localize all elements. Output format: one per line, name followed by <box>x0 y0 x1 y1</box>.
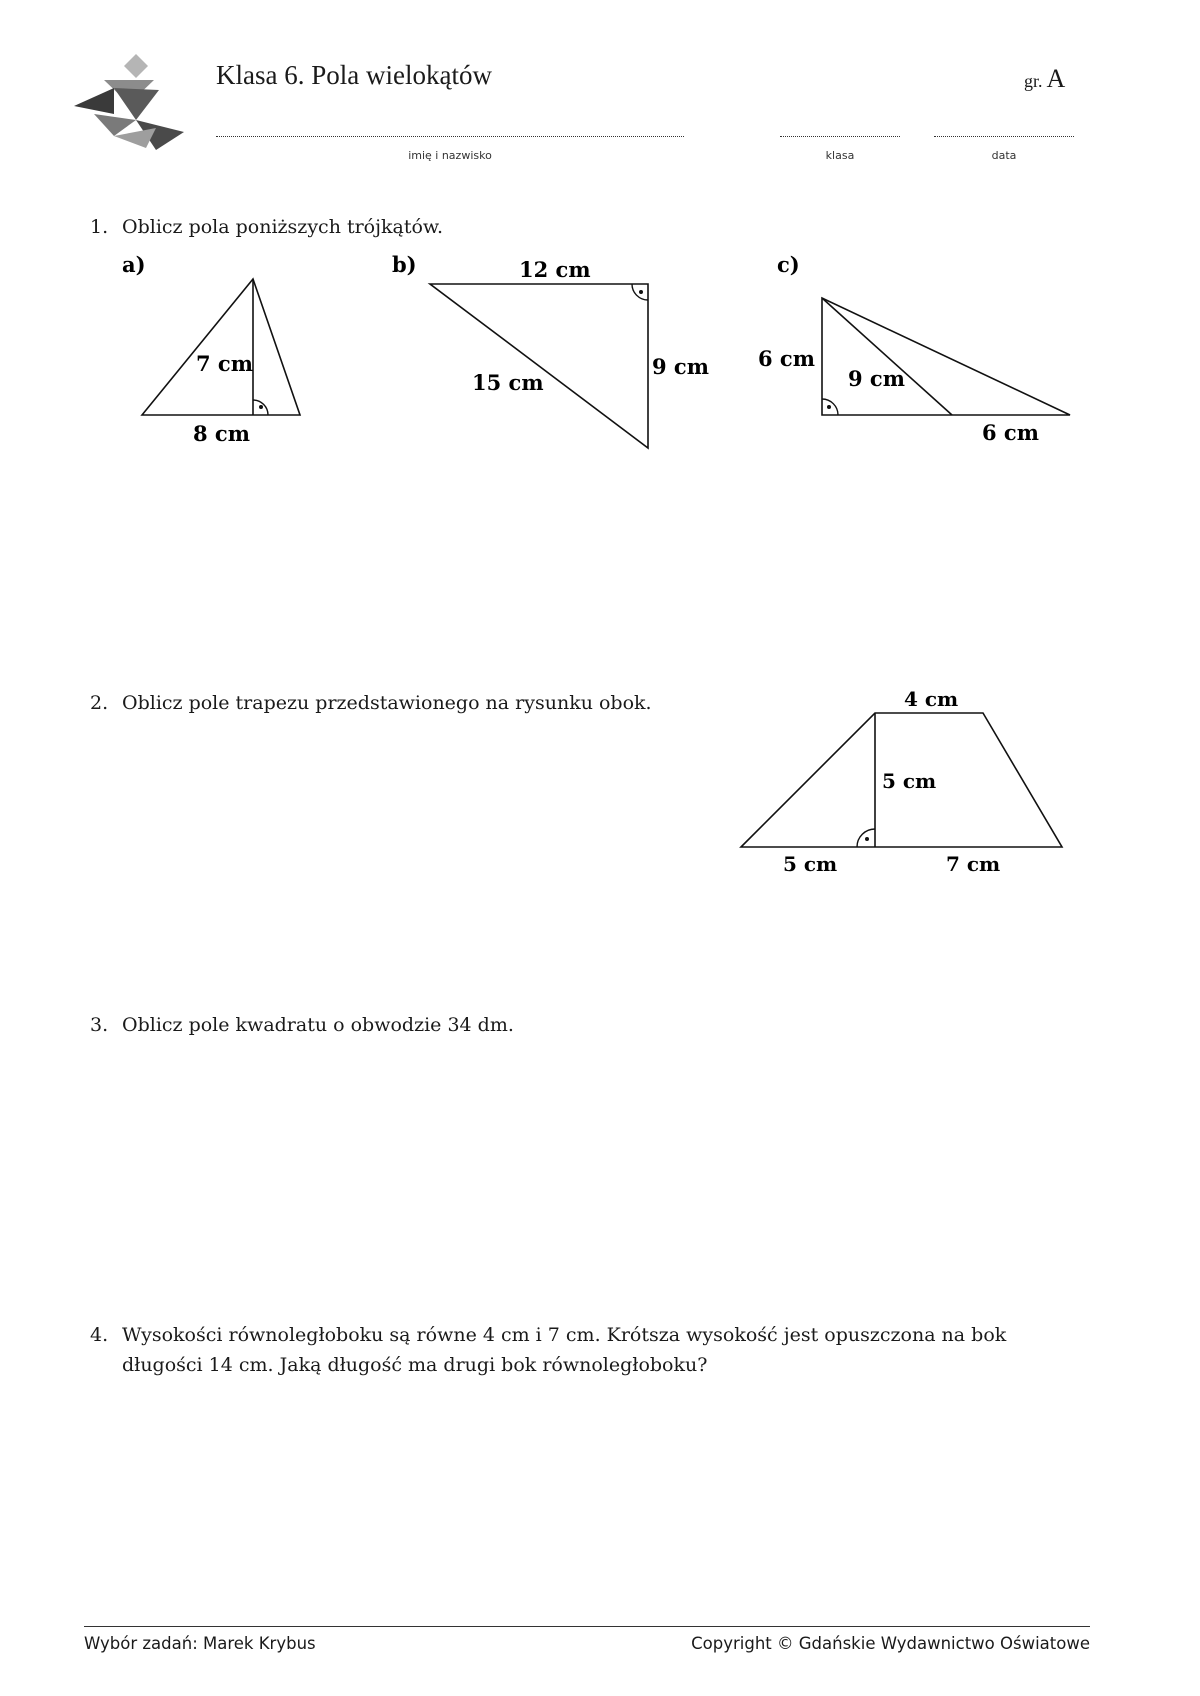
task-text-line-2: długości 14 cm. Jaką długość ma drugi bok równoległoboku? <box>122 1354 708 1376</box>
triangle-a-base-label: 8 cm <box>193 421 250 446</box>
trapezoid-base-left-label: 5 cm <box>783 852 838 876</box>
triangle-c <box>758 252 1070 445</box>
task-text: Oblicz pole kwadratu o obwodzie 34 dm. <box>122 1014 514 1036</box>
name-field-label: imię i nazwisko <box>408 149 492 162</box>
task-number: 4. <box>90 1324 109 1346</box>
task-3 <box>90 1010 514 1040</box>
trapezoid <box>741 687 1062 876</box>
triangle-a-label: a) <box>122 252 146 277</box>
triangle-a-height-label: 7 cm <box>196 351 253 376</box>
class-field-line[interactable] <box>780 136 900 137</box>
task-4 <box>90 1320 1006 1380</box>
triangle-c-left-label: 6 cm <box>758 346 815 371</box>
triangle-b-top-label: 12 cm <box>519 257 591 282</box>
triangle-c-label: c) <box>777 252 800 277</box>
task-number: 3. <box>90 1014 109 1036</box>
date-field-label: data <box>991 149 1017 162</box>
page-title: Klasa 6. Pola wielokątów <box>216 60 492 90</box>
group-letter: A <box>1046 64 1066 93</box>
triangle-b-right-label: 9 cm <box>652 354 709 379</box>
trapezoid-base-right-label: 7 cm <box>946 852 1001 876</box>
footer-author: Wybór zadań: Marek Krybus <box>84 1634 316 1653</box>
task-2-trapezoid-figure <box>700 680 1100 880</box>
name-field-line[interactable] <box>216 136 684 137</box>
task-1 <box>90 212 443 242</box>
trapezoid-top-label: 4 cm <box>904 687 959 711</box>
task-text: Oblicz pole trapezu przedstawionego na rysunku obok. <box>122 692 652 714</box>
group-indicator <box>1024 64 1065 94</box>
triangle-b-hyp-label: 15 cm <box>472 370 544 395</box>
triangle-b-label: b) <box>392 252 417 277</box>
triangle-c-inner-label: 9 cm <box>848 366 905 391</box>
task-text-line-1: Wysokości równoległoboku są równe 4 cm i 7 cm. Krótsza wysokość jest opuszczona na bok <box>122 1324 1007 1346</box>
footer-copyright: Copyright © Gdańskie Wydawnictwo Oświatowe <box>691 1634 1090 1653</box>
triangle-a <box>122 252 300 446</box>
publisher-logo <box>74 54 184 150</box>
class-field-label: klasa <box>825 149 855 162</box>
trapezoid-height-label: 5 cm <box>882 769 937 793</box>
task-number: 2. <box>90 692 109 714</box>
triangle-c-base-label: 6 cm <box>982 420 1039 445</box>
task-2 <box>90 688 652 718</box>
task-number: 1. <box>90 216 109 238</box>
date-field-line[interactable] <box>934 136 1074 137</box>
group-prefix: gr. <box>1024 71 1043 91</box>
task-1-triangles-figure <box>0 240 1200 460</box>
footer-rule <box>84 1626 1090 1627</box>
task-text: Oblicz pola poniższych trójkątów. <box>122 216 443 238</box>
triangle-b <box>392 252 709 448</box>
